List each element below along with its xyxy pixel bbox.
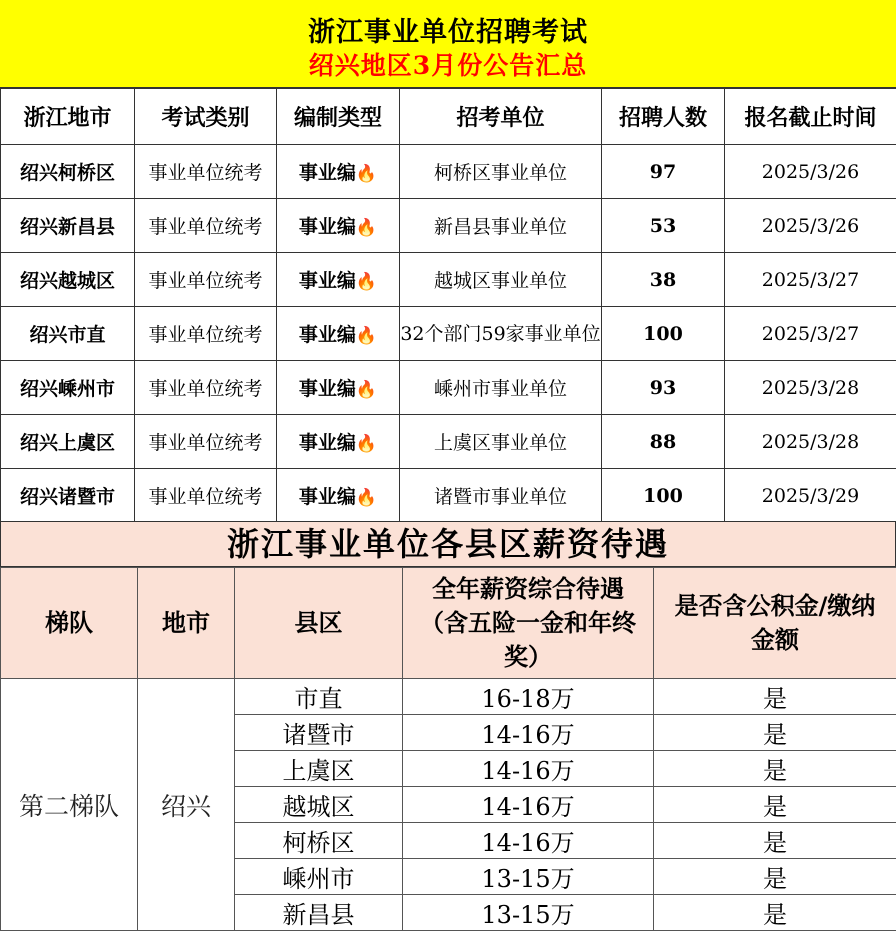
column-header: 是否含公积金/缴纳金额 <box>654 568 896 679</box>
column-header: 报名截止时间 <box>725 89 896 145</box>
count-cell: 53 <box>602 199 725 253</box>
exam-table-header-row <box>1 89 896 145</box>
fund-cell: 是 <box>654 859 896 895</box>
district-cell: 市直 <box>235 679 403 715</box>
header-banner <box>0 0 896 88</box>
deadline-cell: 2025/3/28 <box>725 361 896 415</box>
city-cell: 绍兴嵊州市 <box>1 361 135 415</box>
category-cell: 事业单位统考 <box>135 199 277 253</box>
unit-cell: 新昌县事业单位 <box>400 199 602 253</box>
column-header: 招聘人数 <box>602 89 725 145</box>
exam-table <box>0 88 896 523</box>
table-row <box>1 307 896 361</box>
fire-icon: 🔥 <box>355 326 378 346</box>
type-label: 事业编 <box>298 378 356 400</box>
type-cell <box>277 145 400 199</box>
category-cell: 事业单位统考 <box>135 415 277 469</box>
count-cell: 93 <box>602 361 725 415</box>
type-label: 事业编 <box>298 486 356 508</box>
city-cell: 绍兴上虞区 <box>1 415 135 469</box>
table-row <box>1 253 896 307</box>
city-cell: 绍兴市直 <box>1 307 135 361</box>
fund-cell: 是 <box>654 895 896 931</box>
column-header: 浙江地市 <box>1 89 135 145</box>
count-cell: 100 <box>602 307 725 361</box>
category-cell: 事业单位统考 <box>135 307 277 361</box>
table-row <box>1 469 896 523</box>
unit-cell: 上虞区事业单位 <box>400 415 602 469</box>
column-header: 编制类型 <box>277 89 400 145</box>
count-cell: 97 <box>602 145 725 199</box>
column-header: 地市 <box>138 568 235 679</box>
type-cell <box>277 361 400 415</box>
pay-cell: 14-16万 <box>403 823 654 859</box>
pay-cell: 14-16万 <box>403 715 654 751</box>
count-cell: 88 <box>602 415 725 469</box>
deadline-cell: 2025/3/26 <box>725 145 896 199</box>
count-cell: 38 <box>602 253 725 307</box>
district-cell: 越城区 <box>235 787 403 823</box>
column-header: 招考单位 <box>400 89 602 145</box>
column-header: 全年薪资综合待遇（含五险一金和年终奖） <box>403 568 654 679</box>
category-cell: 事业单位统考 <box>135 469 277 523</box>
type-cell <box>277 253 400 307</box>
deadline-cell: 2025/3/29 <box>725 469 896 523</box>
fire-icon: 🔥 <box>355 164 378 184</box>
district-cell: 新昌县 <box>235 895 403 931</box>
tier-cell: 第二梯队 <box>1 679 138 931</box>
deadline-cell: 2025/3/27 <box>725 253 896 307</box>
column-header: 梯队 <box>1 568 138 679</box>
fund-cell: 是 <box>654 823 896 859</box>
fire-icon: 🔥 <box>355 434 378 454</box>
type-cell <box>277 469 400 523</box>
fire-icon: 🔥 <box>355 380 378 400</box>
district-cell: 诸暨市 <box>235 715 403 751</box>
unit-cell: 诸暨市事业单位 <box>400 469 602 523</box>
district-cell: 柯桥区 <box>235 823 403 859</box>
category-cell: 事业单位统考 <box>135 145 277 199</box>
type-cell <box>277 307 400 361</box>
city-cell: 绍兴新昌县 <box>1 199 135 253</box>
unit-cell: 嵊州市事业单位 <box>400 361 602 415</box>
deadline-cell: 2025/3/26 <box>725 199 896 253</box>
pay-cell: 14-16万 <box>403 787 654 823</box>
type-label: 事业编 <box>298 270 356 292</box>
type-cell <box>277 199 400 253</box>
deadline-cell: 2025/3/27 <box>725 307 896 361</box>
category-cell: 事业单位统考 <box>135 361 277 415</box>
district-cell: 嵊州市 <box>235 859 403 895</box>
city-cell: 绍兴 <box>138 679 235 931</box>
column-header: 考试类别 <box>135 89 277 145</box>
fire-icon: 🔥 <box>355 272 378 292</box>
deadline-cell: 2025/3/28 <box>725 415 896 469</box>
table-row <box>1 679 896 715</box>
pay-cell: 16-18万 <box>403 679 654 715</box>
table-row <box>1 361 896 415</box>
type-label: 事业编 <box>298 216 356 238</box>
page-title: 浙江事业单位招聘考试 <box>308 17 588 48</box>
count-cell: 100 <box>602 469 725 523</box>
salary-table <box>0 567 896 931</box>
fund-cell: 是 <box>654 751 896 787</box>
type-label: 事业编 <box>298 432 356 454</box>
fund-cell: 是 <box>654 715 896 751</box>
fire-icon: 🔥 <box>355 488 378 508</box>
type-label: 事业编 <box>298 162 356 184</box>
city-cell: 绍兴诸暨市 <box>1 469 135 523</box>
pay-cell: 13-15万 <box>403 859 654 895</box>
fire-icon: 🔥 <box>355 218 378 238</box>
district-cell: 上虞区 <box>235 751 403 787</box>
fund-cell: 是 <box>654 679 896 715</box>
table-row <box>1 145 896 199</box>
salary-header-row <box>1 568 896 679</box>
category-cell: 事业单位统考 <box>135 253 277 307</box>
fund-cell: 是 <box>654 787 896 823</box>
city-cell: 绍兴越城区 <box>1 253 135 307</box>
column-header: 县区 <box>235 568 403 679</box>
unit-cell: 柯桥区事业单位 <box>400 145 602 199</box>
page-subtitle: 绍兴地区3月份公告汇总 <box>308 51 588 80</box>
unit-cell: 越城区事业单位 <box>400 253 602 307</box>
salary-section-title: 浙江事业单位各县区薪资待遇 <box>0 521 896 567</box>
pay-cell: 14-16万 <box>403 751 654 787</box>
city-cell: 绍兴柯桥区 <box>1 145 135 199</box>
type-cell <box>277 415 400 469</box>
table-row <box>1 415 896 469</box>
table-row <box>1 199 896 253</box>
unit-cell: 32个部门59家事业单位 <box>400 307 602 361</box>
type-label: 事业编 <box>298 324 356 346</box>
pay-cell: 13-15万 <box>403 895 654 931</box>
